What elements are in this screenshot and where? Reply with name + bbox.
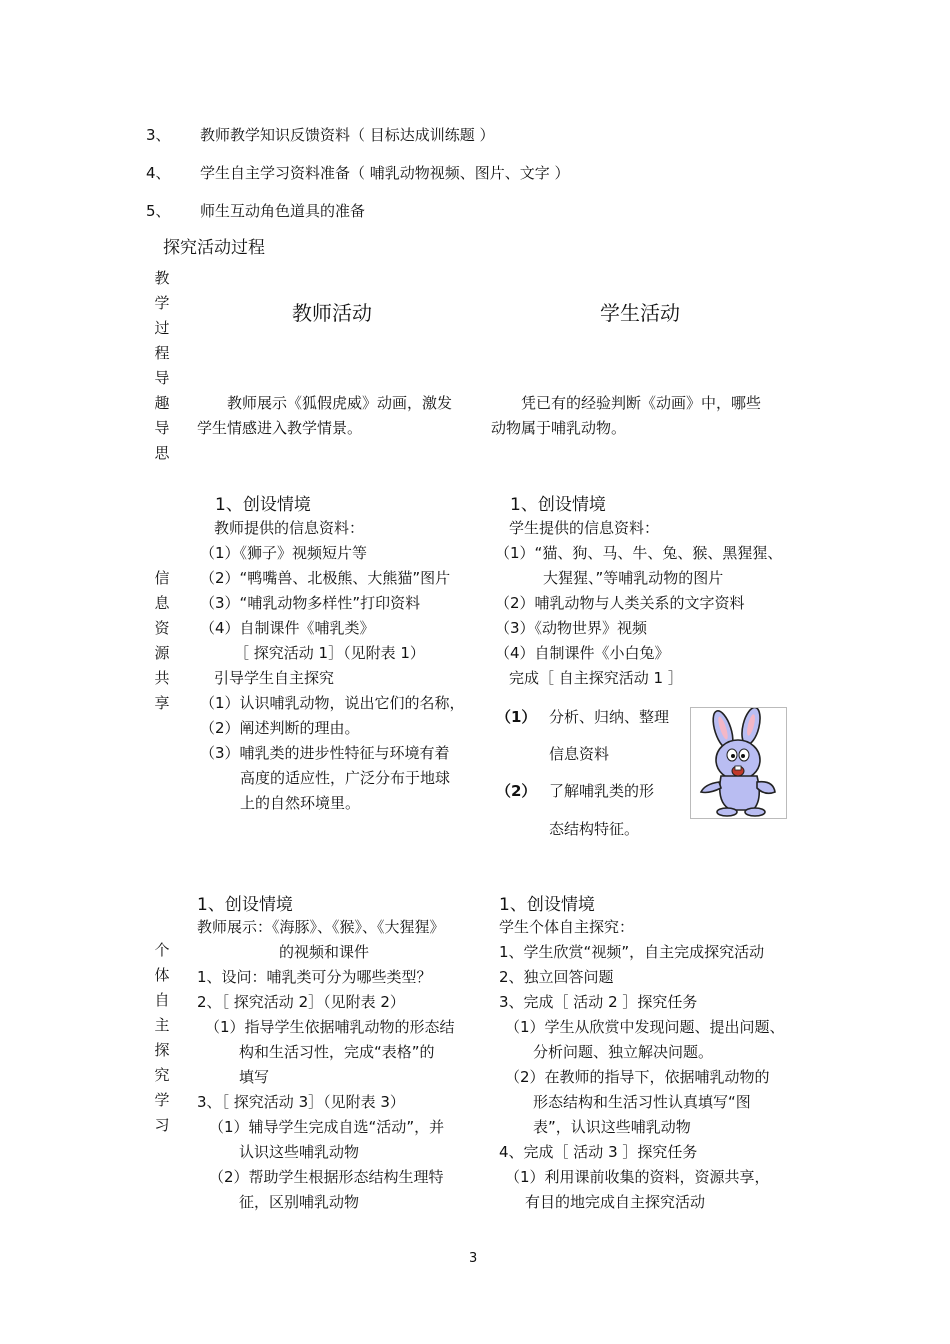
label-char: 息 xyxy=(154,594,170,612)
text-line: 分析问题、独立解决问题。 xyxy=(533,1043,714,1061)
bunny-icon xyxy=(690,707,787,819)
text-line: 认识这些哺乳动物 xyxy=(239,1143,360,1161)
text-line: 2、独立回答问题 xyxy=(499,968,614,986)
label-char: 探 xyxy=(154,1041,170,1059)
text-line: 1、学生欣赏“视频”，自主完成探究活动 xyxy=(499,943,765,961)
text-line: 上的自然环境里。 xyxy=(240,794,361,812)
label-char: 信 xyxy=(154,569,170,587)
text-line: （1）指导学生依据哺乳动物的形态结 xyxy=(205,1018,455,1036)
text-line: 引导学生自主探究 xyxy=(214,669,335,687)
text-line: （2）哺乳动物与人类关系的文字资料 xyxy=(495,594,745,612)
text-line: （3）哺乳类的进步性特征与环境有着 xyxy=(200,744,450,762)
label-char: 体 xyxy=(154,966,170,984)
text-line: 教师展示《狐假虎威》动画，激发 xyxy=(227,394,453,412)
prep-num: 3、 xyxy=(146,126,171,144)
intro-teacher-text xyxy=(197,391,482,441)
text-line: 的视频和课件 xyxy=(279,943,370,961)
prep-num: 4、 xyxy=(146,164,171,182)
text-line: 大猩猩、”等哺乳动物的图片 xyxy=(543,569,724,587)
page-number: 3 xyxy=(469,1251,478,1266)
teacher-header: 教师活动 xyxy=(292,301,372,325)
text-line: 动物属于哺乳动物。 xyxy=(491,419,627,437)
text-line: 学生个体自主探究： xyxy=(499,918,635,936)
text-line: 填写 xyxy=(239,1068,270,1086)
text-line: （1）利用课前收集的资料，资源共享， xyxy=(505,1168,770,1186)
text-line: （3）“哺乳动物多样性”打印资料 xyxy=(200,594,421,612)
label-char: 自 xyxy=(154,991,170,1009)
text-line: ［ 探究活动 1］（见附表 1） xyxy=(234,644,425,662)
self-study-student-heading: 1、创设情境 xyxy=(499,895,595,915)
text-line: 构和生活习性，完成“表格”的 xyxy=(239,1043,435,1061)
text-line: （2）在教师的指导下，依据哺乳动物的 xyxy=(505,1068,770,1086)
self-study-student-text xyxy=(499,915,809,1215)
text-line: 完成［ 自主探究活动 1 ］ xyxy=(509,669,683,687)
label-char: 资 xyxy=(154,619,170,637)
text-line: （1）学生从欣赏中发现问题、提出问题、 xyxy=(505,1018,785,1036)
text-line: （3）《动物世界》视频 xyxy=(495,619,648,637)
intro-student-text xyxy=(491,391,801,441)
prep-text: 教师教学知识反馈资料（ 目标达成训练题 ） xyxy=(200,126,495,144)
text-line: 1、设问：哺乳类可分为哪些类型？ xyxy=(197,968,432,986)
row-label-resources xyxy=(152,566,172,716)
label-char: 趣 xyxy=(154,394,170,412)
numbered-line: 信息资料 xyxy=(549,745,610,763)
section-title: 探究活动过程 xyxy=(163,238,265,258)
self-study-teacher-heading: 1、创设情境 xyxy=(197,895,293,915)
prep-text: 师生互动角色道具的准备 xyxy=(200,202,366,220)
label-char: 主 xyxy=(154,1016,170,1034)
numbered-line: 态结构特征。 xyxy=(549,820,640,838)
row-label-intro xyxy=(152,266,172,466)
text-line: （4）自制课件《哺乳类》 xyxy=(200,619,375,637)
text-line: 学生情感进入教学情景。 xyxy=(197,419,363,437)
label-char: 程 xyxy=(154,344,170,362)
text-line: 教师提供的信息资料： xyxy=(214,519,365,537)
text-line: 高度的适应性，广泛分布于地球 xyxy=(240,769,451,787)
prep-text: 学生自主学习资料准备（ 哺乳动物视频、图片、文字 ） xyxy=(200,164,570,182)
text-line: 2、［ 探究活动 2］（见附表 2） xyxy=(197,993,405,1011)
student-header: 学生活动 xyxy=(600,301,680,325)
text-line: （2）帮助学生根据形态结构生理特 xyxy=(209,1168,444,1186)
text-line: （1）辅导学生完成自选“活动”，并 xyxy=(209,1118,445,1136)
prep-num: 5、 xyxy=(146,202,171,220)
text-line: 征，区别哺乳动物 xyxy=(239,1193,360,1211)
label-char: 共 xyxy=(154,669,170,687)
text-line: 学生提供的信息资料： xyxy=(509,519,660,537)
label-char: 学 xyxy=(154,294,170,312)
label-char: 导 xyxy=(154,369,170,387)
text-line: 凭已有的经验判断《动画》中，哪些 xyxy=(521,394,762,412)
text-line: 3、［ 探究活动 3］（见附表 3） xyxy=(197,1093,405,1111)
text-line: 表”，认识这些哺乳动物 xyxy=(533,1118,691,1136)
label-char: 过 xyxy=(154,319,170,337)
label-char: 教 xyxy=(154,269,170,287)
label-char: 个 xyxy=(154,941,170,959)
text-line: （1）《狮子》视频短片等 xyxy=(200,544,368,562)
resources-student-text xyxy=(495,516,805,691)
label-char: 思 xyxy=(154,444,170,462)
label-char: 源 xyxy=(154,644,170,662)
text-line: 3、完成［ 活动 2 ］探究任务 xyxy=(499,993,698,1011)
text-line: （1）认识哺乳动物，说出它们的名称， xyxy=(200,694,465,712)
text-line: 形态结构和生活习性认真填写“图 xyxy=(533,1093,751,1111)
num-label: （1） xyxy=(496,708,537,726)
row-label-self-study xyxy=(152,938,172,1138)
resources-teacher-heading: 1、创设情境 xyxy=(215,495,311,515)
numbered-line: 了解哺乳类的形 xyxy=(549,782,655,800)
text-line: 教师展示：《海豚》、《猴》、《大猩猩》 xyxy=(197,918,445,936)
label-char: 学 xyxy=(154,1091,170,1109)
text-line: 4、完成［ 活动 3 ］探究任务 xyxy=(499,1143,698,1161)
resources-student-heading: 1、创设情境 xyxy=(510,495,606,515)
label-char: 导 xyxy=(154,419,170,437)
text-line: （2）阐述判断的理由。 xyxy=(200,719,360,737)
text-line: 有目的地完成自主探究活动 xyxy=(525,1193,706,1211)
text-line: （2）“鸭嘴兽、北极熊、大熊猫”图片 xyxy=(200,569,451,587)
label-char: 习 xyxy=(154,1116,170,1134)
resources-teacher-text xyxy=(200,516,485,816)
self-study-teacher-text xyxy=(197,915,487,1215)
numbered-line: 分析、归纳、整理 xyxy=(549,708,670,726)
num-label: （2） xyxy=(496,782,537,800)
label-char: 究 xyxy=(154,1066,170,1084)
text-line: （1）“猫、狗、马、牛、兔、猴、黑猩猩、 xyxy=(495,544,783,562)
label-char: 享 xyxy=(154,694,170,712)
text-line: （4）自制课件《小白兔》 xyxy=(495,644,670,662)
